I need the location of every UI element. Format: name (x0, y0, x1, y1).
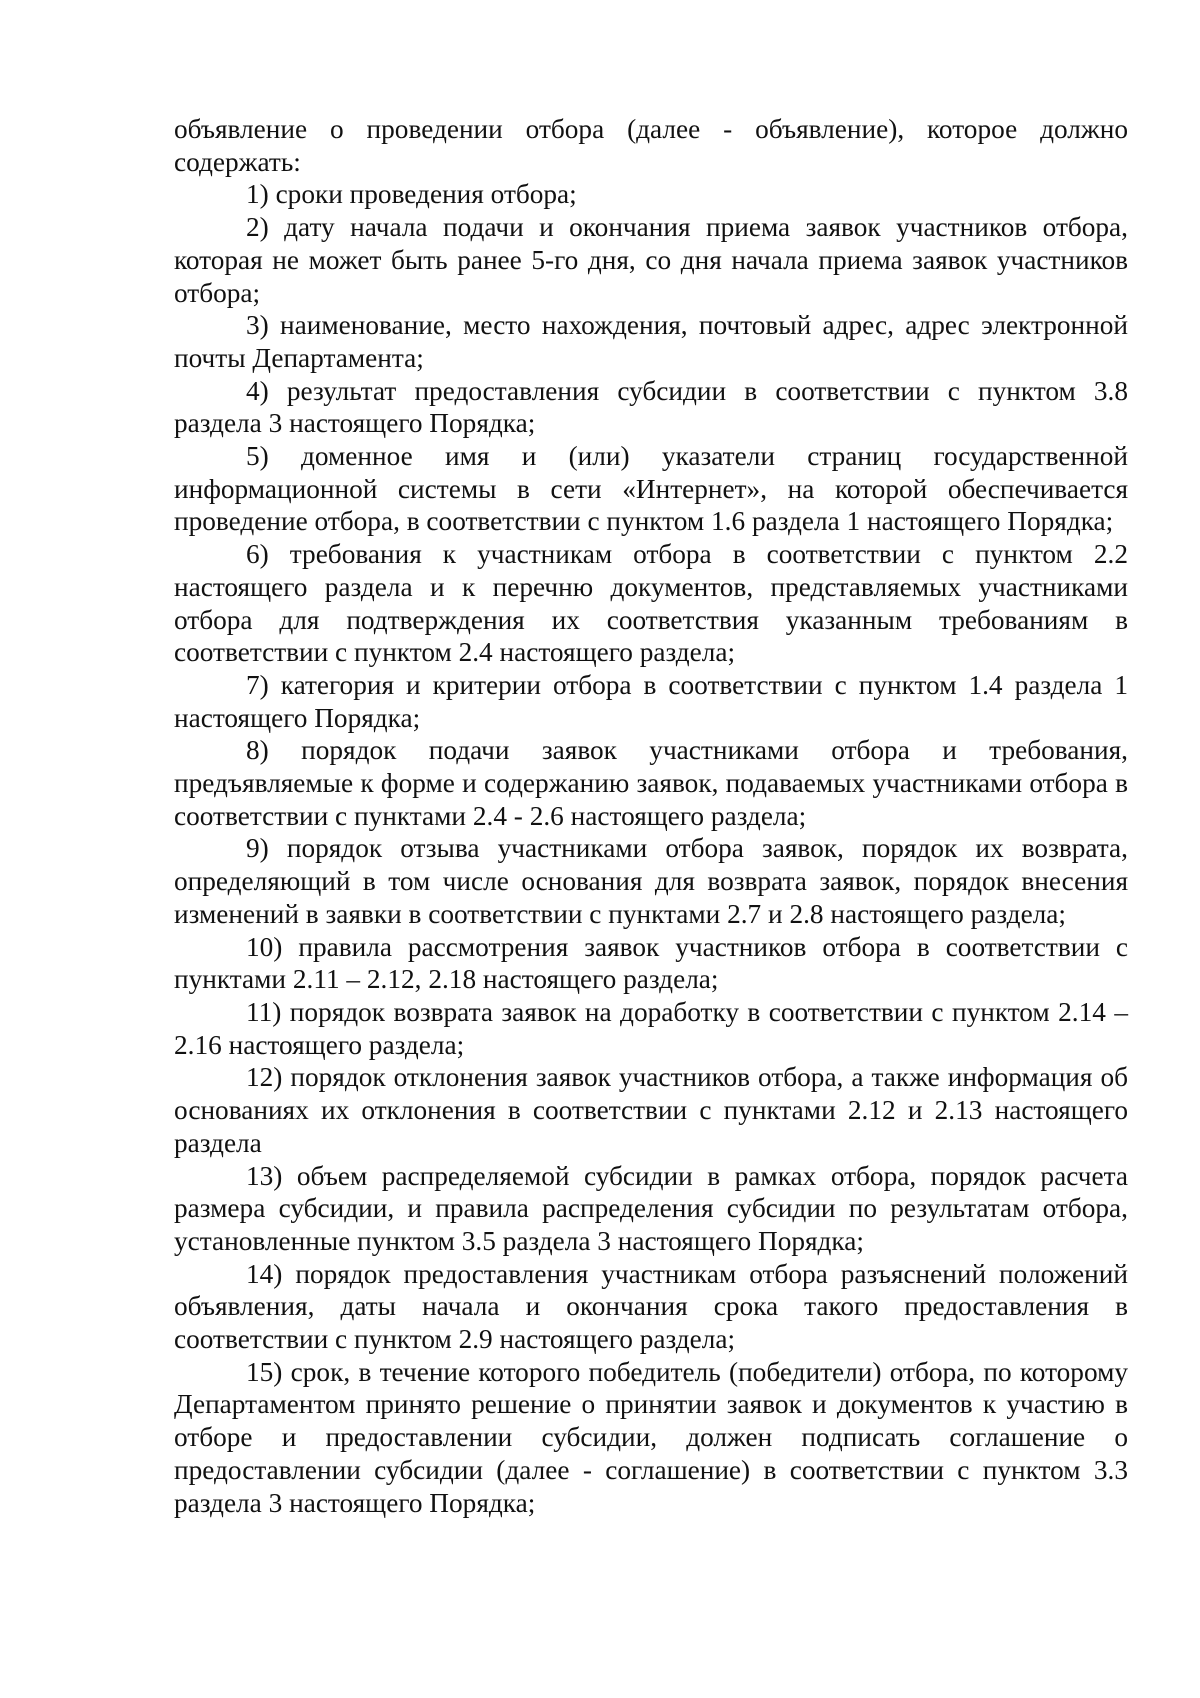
list-item-3: 3) наименование, место нахождения, почтовый адрес, адрес электронной почты Департамента; (174, 310, 1128, 373)
list-item-14: 14) порядок предоставления участникам отбора разъяснений положений объявления, даты начала и окончания срока такого предоставления в соответствии с пунктом 2.9 настоящего раздела; (174, 1258, 1128, 1355)
list-item-6: 6) требования к участникам отбора в соответствии с пунктом 2.2 настоящего раздела и к перечню документов, представляемых участниками отбора для подтверждения их соответствия указанным требованиям в соответствии с пунктом 2.4 настоящего раздела; (174, 539, 1128, 668)
list-item-13: 13) объем распределяемой субсидии в рамках отбора, порядок расчета размера субсидии, и правила распределения субсидии по результатам отбора, установленные пунктом 3.5 раздела 3 настоящего Порядка; (174, 1160, 1128, 1256)
list-item-8: 8) порядок подачи заявок участниками отбора и требования, предъявляемые к форме и содержанию заявок, подаваемых участниками отбора в соответствии с пунктами 2.4 - 2.6 настоящего раздела; (174, 735, 1128, 831)
list-item-12: 12) порядок отклонения заявок участников отбора, а также информация об основаниях их отклонения в соответствии с пунктами 2.12 и 2.13 настоящего раздела (174, 1062, 1128, 1158)
list-item-5: 5) доменное имя и (или) указатели страниц государственной информационной системы в сети «Интернет», на которой обеспечивается проведение отбора, в соответствии с пунктом 1.6 раздела 1 настоящего Порядка; (174, 441, 1128, 537)
list-item-7: 7) категория и критерии отбора в соответствии с пунктом 1.4 раздела 1 настоящего Порядка; (174, 669, 1128, 733)
list-item-1: 1) сроки проведения отбора; (246, 179, 577, 210)
list-item-2: 2) дату начала подачи и окончания приема заявок участников отбора, которая не может быть ранее 5-го дня, со дня начала приема заявок участников отбора; (174, 212, 1128, 308)
document-body (174, 113, 1128, 1519)
list-item-4: 4) результат предоставления субсидии в соответствии с пунктом 3.8 раздела 3 настоящего Порядка; (174, 375, 1128, 439)
list-item-15: 15) срок, в течение которого победитель (победители) отбора, по которому Департаментом принято решение о принятии заявок и документов к участию в отборе и предоставлении субсидии, должен подписать соглашение о предоставлении субсидии (далее - соглашение) в соответствии с пунктом 3.3 раздела 3 настоящего Порядка; (174, 1356, 1128, 1518)
list-item-9: 9) порядок отзыва участниками отбора заявок, порядок их возврата, определяющий в том числе основания для возврата заявок, порядок внесения изменений в заявки в соответствии с пунктами 2.7 и 2.8 настоящего раздела; (174, 833, 1128, 929)
intro-paragraph: объявление о проведении отбора (далее - объявление), которое должно содержать: (174, 114, 1128, 177)
list-item-11: 11) порядок возврата заявок на доработку в соответствии с пунктом 2.14 – 2.16 настоящего раздела; (174, 996, 1128, 1060)
list-item-10: 10) правила рассмотрения заявок участников отбора в соответствии с пунктами 2.11 – 2.12, 2.18 настоящего раздела; (174, 931, 1128, 995)
